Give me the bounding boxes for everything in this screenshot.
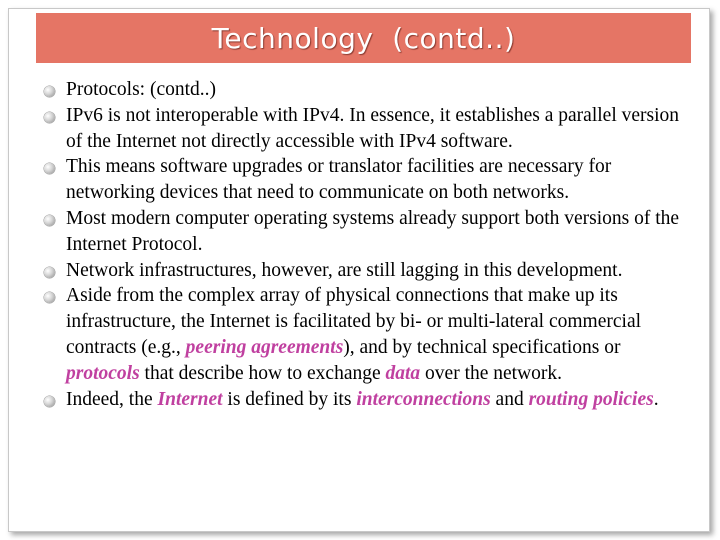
- bullet-text: is defined by its: [222, 388, 357, 410]
- interconnections-link[interactable]: interconnections: [356, 388, 491, 410]
- slide-title: Technology (contd..): [211, 21, 516, 55]
- bullet-text: This means software upgrades or translator facilities are necessary for networking devices that need to communicate on both networks.: [66, 156, 612, 204]
- bullet-text: over the network.: [420, 362, 563, 384]
- bullet-text: IPv6 is not interoperable with IPv4. In essence, it establishes a parallel version of the Internet not directly accessible with IPv4 software.: [66, 104, 680, 152]
- title-bar: [36, 13, 691, 63]
- bullet-item: [44, 387, 684, 413]
- sphere-bullet-icon: [44, 292, 55, 303]
- bullet-text: that describe how to exchange: [139, 362, 386, 384]
- protocols-link[interactable]: protocols: [66, 362, 140, 384]
- bullet-text: Protocols: (contd..): [66, 79, 217, 100]
- bullet-text: ), and by technical specifications or: [343, 336, 621, 358]
- sphere-bullet-icon: [44, 163, 55, 174]
- bullet-item: [44, 154, 684, 206]
- peering-agreements-link[interactable]: peering agreements: [185, 336, 344, 358]
- bullet-text: Indeed, the: [66, 388, 158, 410]
- sphere-bullet-icon: [44, 112, 55, 123]
- bullet-text: Aside from the complex array of physical connections that make up its infrastructure, the Internet is facilitated by bi- or multi-lateral commercial contracts (e.g.,: [66, 285, 642, 358]
- sphere-bullet-icon: [44, 396, 55, 407]
- routing-policies-link[interactable]: routing policies: [528, 388, 654, 410]
- sphere-bullet-icon: [44, 86, 55, 97]
- bullet-item: [44, 77, 684, 103]
- bullet-item: [44, 103, 684, 155]
- bullet-text: and: [490, 388, 529, 410]
- internet-link[interactable]: Internet: [157, 388, 223, 410]
- bullet-item: [44, 258, 684, 284]
- data-link[interactable]: data: [385, 362, 421, 384]
- sphere-bullet-icon: [44, 215, 55, 226]
- sphere-bullet-icon: [44, 267, 55, 278]
- bullet-text: Most modern computer operating systems already support both versions of the Internet Protocol.: [66, 207, 680, 255]
- bullet-item: [44, 283, 684, 386]
- bullet-list: [44, 77, 684, 412]
- bullet-text: .: [653, 388, 659, 410]
- bullet-item: [44, 206, 684, 258]
- bullet-text: Network infrastructures, however, are still lagging in this development.: [66, 259, 623, 281]
